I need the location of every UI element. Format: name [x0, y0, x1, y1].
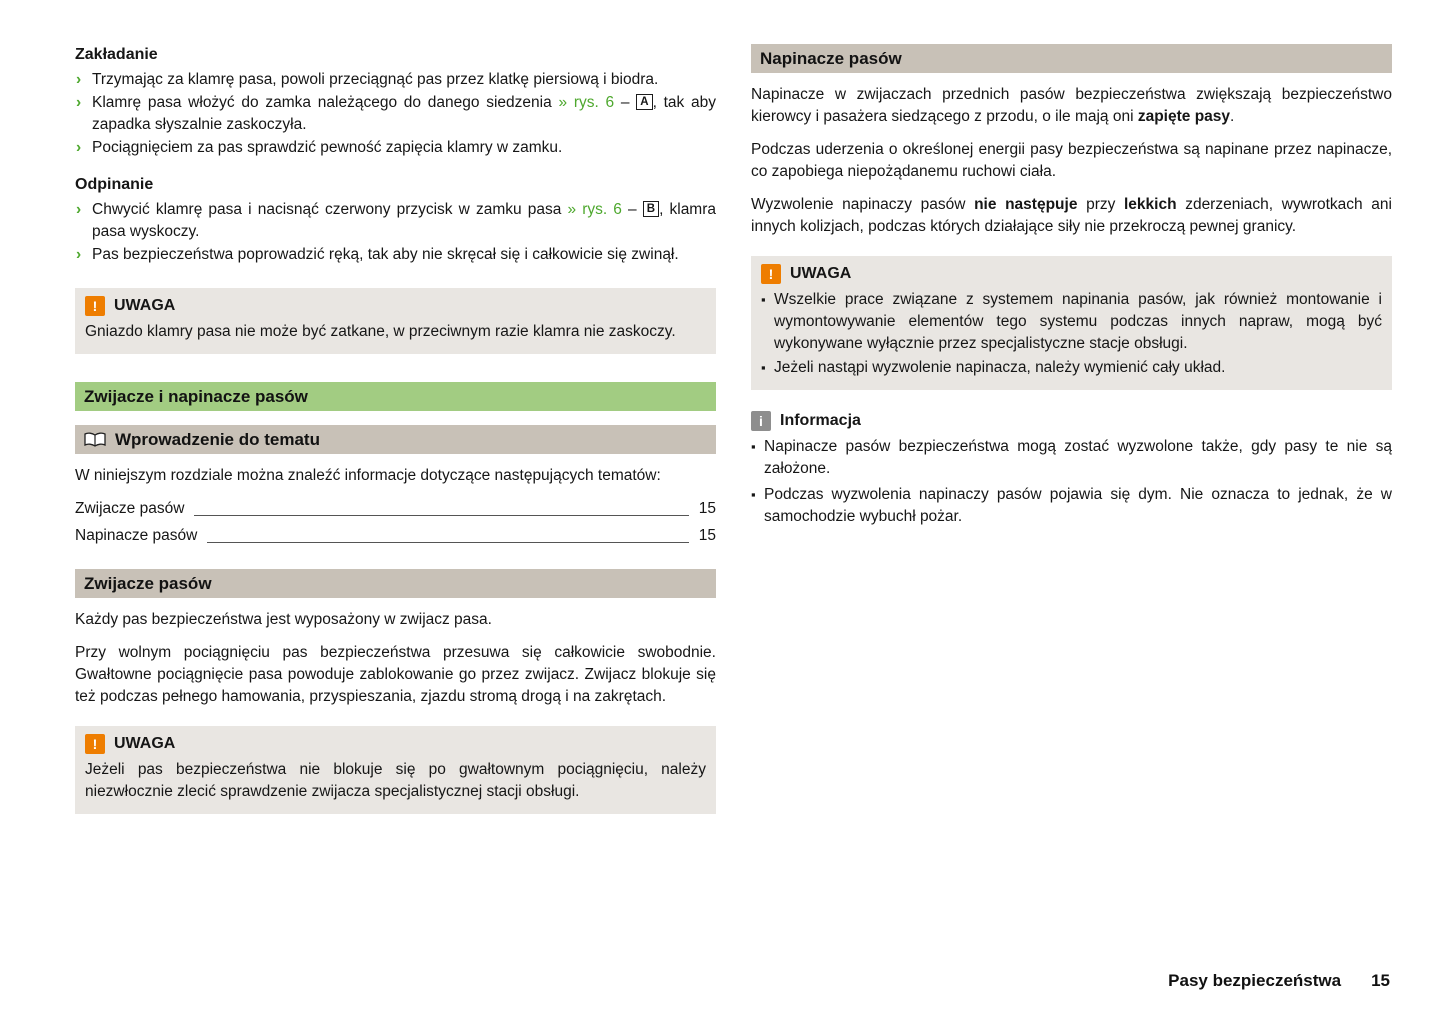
- toc-label[interactable]: Zwijacze pasów: [75, 500, 185, 517]
- warning-box: [75, 726, 716, 814]
- square-bullet-icon: ▪: [761, 292, 766, 307]
- information-title: Informacja: [780, 412, 861, 429]
- toc-page-number[interactable]: 15: [698, 527, 716, 544]
- list-item-text: Wszelkie prace związane z systemem napinania pasów, jak również montowanie i wymontowywanie elementów tego systemu podczas innych napraw, mogą być wykonywane wyłącznie przez specjalistyczne stacje obsługi.: [774, 291, 1382, 352]
- list-item-text: Jeżeli nastąpi wyzwolenie napinacza, należy wymienić cały układ.: [774, 359, 1226, 376]
- warning-header: [751, 256, 1392, 289]
- section-header-green: Zwijacze i napinacze pasów: [75, 382, 716, 411]
- chevron-bullet-icon: ›: [76, 71, 82, 88]
- info-glyph: i: [759, 413, 763, 429]
- warning-text: Gniazdo klamry pasa nie może być zatkane, w przeciwnym razie klamra nie zaskoczy.: [85, 323, 676, 340]
- heading-unfastening: Odpinanie: [75, 176, 154, 193]
- list-item: [75, 199, 716, 243]
- paragraph-text: zderzeniach, wywrotkach ani innych kolizjach, podczas których działające siły nie przekroczą pewnej granicy.: [751, 196, 1392, 235]
- warning-text: Jeżeli pas bezpieczeństwa nie blokuje się po gwałtownym pociągnięciu, należy niezwłocznie zlecić sprawdzenie zwijacza specjalistycznej stacji obsługi.: [85, 761, 706, 800]
- list-item: [75, 244, 716, 266]
- paragraph-bold-text: nie następuje: [974, 196, 1078, 213]
- toc-label[interactable]: Napinacze pasów: [75, 527, 198, 544]
- callout-letter-box: A: [636, 94, 652, 110]
- toc-row: [75, 498, 716, 520]
- figure-reference-link[interactable]: » rys. 6: [567, 201, 622, 218]
- square-bullet-icon: ▪: [761, 360, 766, 375]
- retractors-paragraph-1: Każdy pas bezpieczeństwa jest wyposażony w zwijacz pasa.: [75, 611, 492, 628]
- warning-box: [751, 256, 1392, 390]
- footer-page-number: 15: [1371, 971, 1390, 990]
- paragraph-text: Napinacze w zwijaczach przednich pasów bezpieczeństwa zwiększają bezpieczeństwo kierowcy i pasażera siedzącego z przodu, o ile mają oni: [751, 86, 1392, 125]
- list-item: [761, 289, 1382, 355]
- toc-row: [75, 525, 716, 547]
- right-column: [751, 44, 1392, 528]
- toc-page-number[interactable]: 15: [698, 500, 716, 517]
- unfastening-list: [75, 199, 716, 266]
- list-item: [75, 137, 716, 159]
- warning-title: UWAGA: [114, 297, 176, 314]
- paragraph-text: Wyzwolenie napinaczy pasów: [751, 196, 975, 213]
- information-header: [751, 410, 1392, 432]
- paragraph-bold-text: lekkich: [1124, 196, 1177, 213]
- toc-leader-line: [194, 515, 688, 516]
- intro-header-label: Wprowadzenie do tematu: [115, 430, 320, 449]
- warning-title: UWAGA: [114, 735, 176, 752]
- footer-section-label: Pasy bezpieczeństwa: [1168, 971, 1342, 990]
- warning-header: [75, 726, 716, 759]
- warning-glyph: !: [92, 298, 98, 314]
- pretensioners-paragraph-1: [751, 84, 1392, 128]
- warning-list: [751, 289, 1392, 390]
- paragraph-text: .: [1230, 108, 1235, 125]
- warning-icon: [761, 264, 781, 284]
- list-item: [751, 484, 1392, 528]
- chevron-bullet-icon: ›: [76, 94, 82, 111]
- list-item: [75, 92, 716, 136]
- chevron-bullet-icon: ›: [76, 139, 82, 156]
- intro-paragraph: W niniejszym rozdziale można znaleźć informacje dotyczące następujących tematów:: [75, 467, 661, 484]
- list-item-text: , tak aby zapadka słyszalnie zaskoczyła.: [92, 94, 717, 133]
- list-item-text: Chwycić klamrę pasa i nacisnąć czerwony przycisk w zamku pasa: [92, 201, 568, 218]
- list-item-text: –: [614, 94, 637, 111]
- warning-glyph: !: [92, 736, 98, 752]
- list-item-text: Trzymając za klamrę pasa, powoli przeciągnąć pas przez klatkę piersiową i biodra.: [92, 71, 659, 88]
- warning-icon: [85, 734, 105, 754]
- book-icon: [84, 432, 106, 447]
- warning-glyph: !: [768, 266, 774, 282]
- list-item-text: Napinacze pasów bezpieczeństwa mogą zostać wyzwolone także, gdy pasy te nie są założone.: [764, 438, 1392, 477]
- left-column: [75, 44, 716, 814]
- toc-leader-line: [207, 542, 688, 543]
- info-icon: [751, 411, 771, 431]
- list-item-text: Klamrę pasa włożyć do zamka należącego do danego siedzenia: [92, 94, 559, 111]
- list-item-text: Podczas wyzwolenia napinaczy pasów pojawia się dym. Nie oznacza to jednak, że w samochodzie wybuchł pożar.: [764, 486, 1392, 525]
- warning-header: [75, 288, 716, 321]
- list-item-text: Pas bezpieczeństwa poprowadzić ręką, tak aby nie skręcał się i całkowicie się zwinął.: [92, 246, 679, 263]
- square-bullet-icon: ▪: [751, 439, 756, 454]
- figure-reference-link[interactable]: » rys. 6: [558, 94, 615, 111]
- pretensioners-paragraph-3: [751, 194, 1392, 238]
- heading-fastening: Zakładanie: [75, 46, 158, 63]
- list-item: [751, 436, 1392, 480]
- pretensioners-paragraph-2: Podczas uderzenia o określonej energii pasy bezpieczeństwa są napinane przez napinacze, co zapobiega niepożądanemu ruchowi ciała.: [751, 141, 1392, 180]
- list-item: [761, 357, 1382, 379]
- chevron-bullet-icon: ›: [76, 246, 82, 263]
- list-item-text: –: [621, 201, 643, 218]
- section-header-retractors: Zwijacze pasów: [75, 569, 716, 598]
- page-footer: [1168, 971, 1390, 991]
- square-bullet-icon: ▪: [751, 487, 756, 502]
- paragraph-text: przy: [1077, 196, 1124, 213]
- retractors-paragraph-2: Przy wolnym pociągnięciu pas bezpieczeństwa przesuwa się całkowicie swobodnie. Gwałtowne pociągnięcie pasa powoduje zablokowanie go przez zwijacz. Zwijacz blokuje się też podczas pełnego hamowania, przyspieszania, zjazdu stromą drogą i na zakrętach.: [75, 644, 716, 705]
- warning-icon: [85, 296, 105, 316]
- callout-letter-box: B: [643, 201, 659, 217]
- list-item: [75, 69, 716, 91]
- intro-header: [75, 425, 716, 454]
- warning-title: UWAGA: [790, 265, 852, 282]
- chevron-bullet-icon: ›: [76, 201, 82, 218]
- list-item-text: Pociągnięciem za pas sprawdzić pewność zapięcia klamry w zamku.: [92, 139, 563, 156]
- paragraph-bold-text: zapięte pasy: [1137, 108, 1231, 125]
- warning-box: [75, 288, 716, 354]
- section-header-pretensioners: Napinacze pasów: [751, 44, 1392, 73]
- fastening-list: [75, 69, 716, 159]
- list-item-text: , klamra pasa wyskoczy.: [92, 201, 717, 240]
